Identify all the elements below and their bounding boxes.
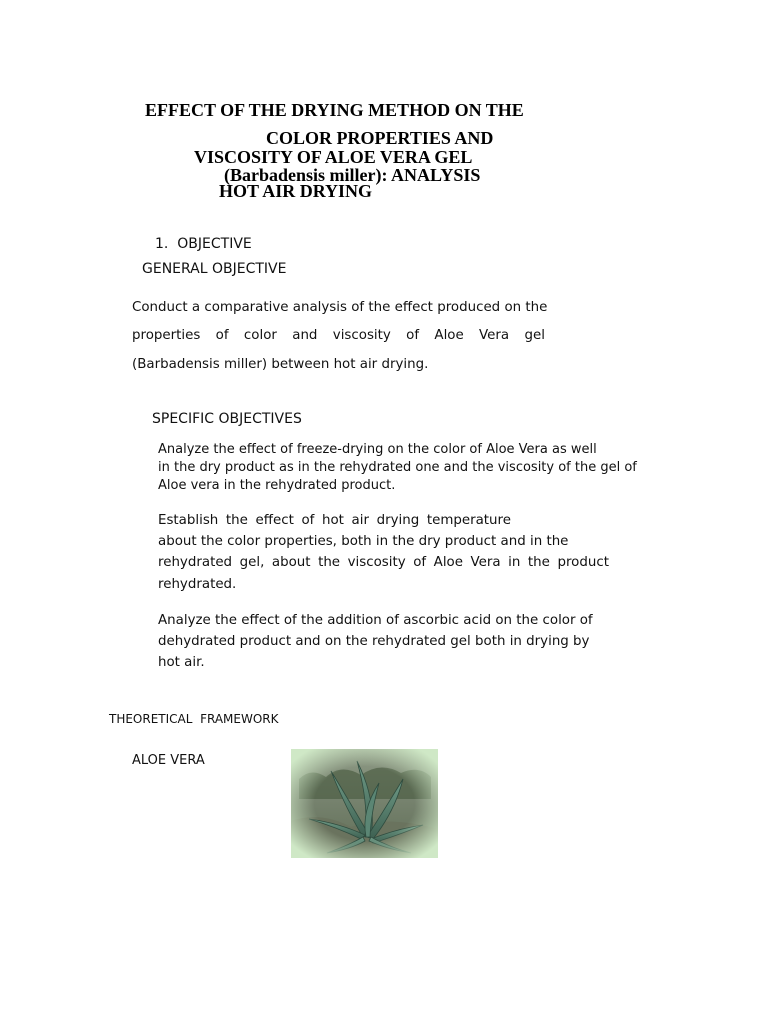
word: gel,	[239, 555, 265, 570]
word: of	[215, 328, 229, 343]
word: effect	[255, 513, 294, 528]
objective-title: OBJECTIVE	[177, 236, 252, 252]
general-objective-line-1: Conduct a comparative analysis of the effect produced on the	[132, 300, 548, 315]
word: Aloe	[434, 328, 464, 343]
general-objective-heading: GENERAL OBJECTIVE	[142, 261, 287, 277]
title-line-3: VISCOSITY OF ALOE VERA GEL	[194, 147, 473, 167]
general-objective-line-3: (Barbadensis miller) between hot air drying.	[132, 357, 429, 372]
objective-number: 1.	[155, 236, 169, 252]
word: Vera	[470, 555, 501, 570]
aloe-vera-plant-icon	[291, 749, 438, 858]
word: Vera	[479, 328, 510, 343]
specific-item-3-line-2: dehydrated product and on the rehydrated gel both in drying by	[158, 634, 590, 649]
word: the	[318, 555, 341, 570]
word: of	[301, 513, 315, 528]
theoretical-framework-heading: THEORETICAL FRAMEWORK	[109, 712, 279, 726]
title-line-4: (Barbadensis miller): ANALYSIS	[224, 165, 481, 185]
specific-item-3-line-1: Analyze the effect of the addition of ascorbic acid on the color of	[158, 613, 593, 628]
word: gel	[524, 328, 545, 343]
title-line-2: COLOR PROPERTIES AND	[266, 128, 494, 148]
specific-item-2-line-4: rehydrated.	[158, 577, 237, 592]
specific-item-1-line-3: Aloe vera in the rehydrated product.	[158, 478, 396, 493]
word: Aloe	[433, 555, 463, 570]
title-line-1: EFFECT OF THE DRYING METHOD ON THE	[145, 100, 524, 120]
specific-objectives-heading: SPECIFIC OBJECTIVES	[152, 411, 302, 427]
aloe-vera-label: ALOE VERA	[132, 753, 205, 768]
word: color	[243, 328, 277, 343]
specific-item-2-line-3	[158, 555, 609, 570]
word: in	[508, 555, 521, 570]
word: about	[271, 555, 311, 570]
specific-item-1-line-2: in the dry product as in the rehydrated one and the viscosity of the gel of	[158, 460, 637, 475]
word: viscosity	[347, 555, 406, 570]
word: air	[351, 513, 369, 528]
word: temperature	[426, 513, 511, 528]
word: of	[406, 328, 420, 343]
word: properties	[132, 328, 201, 343]
word: drying	[376, 513, 420, 528]
specific-item-1-line-1: Analyze the effect of freeze-drying on the color of Aloe Vera as well	[158, 442, 597, 457]
general-objective-line-2	[132, 328, 545, 343]
specific-item-2-line-2: about the color properties, both in the dry product and in the	[158, 534, 569, 549]
aloe-vera-plant-image	[291, 749, 438, 858]
word: the	[527, 555, 550, 570]
word: viscosity	[332, 328, 391, 343]
word: product	[557, 555, 609, 570]
word: Establish	[158, 513, 219, 528]
word: rehydrated	[158, 555, 233, 570]
specific-item-3-line-3: hot air.	[158, 655, 205, 670]
word: and	[292, 328, 318, 343]
word: hot	[321, 513, 344, 528]
word: the	[225, 513, 248, 528]
title-line-5: HOT AIR DRYING	[219, 181, 373, 201]
objective-heading	[155, 236, 252, 252]
specific-item-2-line-1	[158, 513, 511, 528]
word: of	[413, 555, 427, 570]
